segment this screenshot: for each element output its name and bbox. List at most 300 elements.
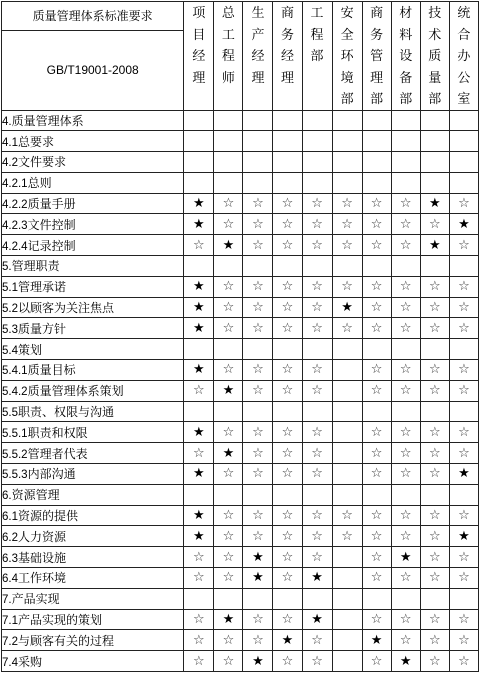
responsibility-mark: ☆ <box>214 193 243 214</box>
responsibility-mark: ★ <box>420 235 449 256</box>
responsibility-mark: ☆ <box>214 526 243 547</box>
clause-title: 资源的提供 <box>18 509 79 524</box>
responsibility-mark: ☆ <box>391 214 420 235</box>
responsibility-mark: ☆ <box>243 422 273 443</box>
responsibility-mark: ☆ <box>420 464 449 485</box>
responsibility-mark <box>243 172 273 193</box>
responsibility-mark: ☆ <box>273 651 302 672</box>
clause-row <box>2 110 479 131</box>
clause-title: 资源管理 <box>11 488 60 503</box>
responsibility-mark <box>391 131 420 152</box>
responsibility-mark <box>449 401 478 422</box>
clause-title: 质量管理体系策划 <box>27 384 124 399</box>
responsibility-mark <box>362 339 391 360</box>
responsibility-mark: ☆ <box>273 276 302 297</box>
department-header-char: 总 <box>221 5 235 20</box>
clause-row <box>2 318 479 339</box>
responsibility-mark: ★ <box>302 568 332 589</box>
department-header-char: 部 <box>370 91 384 106</box>
responsibility-mark <box>302 401 332 422</box>
department-header-char: 材 <box>399 5 413 20</box>
responsibility-mark <box>362 110 391 131</box>
responsibility-mark: ☆ <box>332 276 362 297</box>
responsibility-mark: ☆ <box>391 505 420 526</box>
responsibility-mark <box>449 110 478 131</box>
clause-number: 5.5.3 <box>2 469 28 482</box>
responsibility-mark <box>449 172 478 193</box>
responsibility-mark: ★ <box>214 609 243 630</box>
responsibility-mark <box>243 256 273 277</box>
clause-row <box>2 422 479 443</box>
clause-row <box>2 505 479 526</box>
responsibility-mark: ☆ <box>362 193 391 214</box>
department-header-char: 部 <box>310 48 324 63</box>
responsibility-mark <box>449 484 478 505</box>
clause-number: 5.5.2 <box>2 448 28 461</box>
responsibility-mark: ☆ <box>302 235 332 256</box>
clause-title: 管理者代表 <box>27 446 88 461</box>
responsibility-mark <box>362 131 391 152</box>
responsibility-mark <box>243 401 273 422</box>
clause-title: 总要求 <box>18 134 55 149</box>
responsibility-mark <box>332 256 362 277</box>
clause-label-cell <box>2 297 184 318</box>
responsibility-mark: ☆ <box>420 547 449 568</box>
clause-number: 5.5 <box>2 407 18 420</box>
responsibility-mark: ☆ <box>243 276 273 297</box>
responsibility-mark: ☆ <box>391 297 420 318</box>
clause-number: 6.1 <box>2 511 18 524</box>
responsibility-mark: ☆ <box>449 380 478 401</box>
clause-row <box>2 152 479 173</box>
responsibility-mark: ☆ <box>362 276 391 297</box>
clause-number: 5.4 <box>2 344 18 357</box>
clause-row <box>2 443 479 464</box>
responsibility-mark: ☆ <box>302 360 332 381</box>
responsibility-mark: ★ <box>449 214 478 235</box>
clause-row <box>2 297 479 318</box>
responsibility-mark: ★ <box>273 630 302 651</box>
clause-label-cell <box>2 235 184 256</box>
responsibility-mark: ☆ <box>391 630 420 651</box>
responsibility-mark: ☆ <box>214 360 243 381</box>
responsibility-mark <box>332 443 362 464</box>
responsibility-mark <box>184 172 214 193</box>
clause-number: 6.4 <box>2 573 18 586</box>
responsibility-mark: ☆ <box>273 235 302 256</box>
clause-label-cell <box>2 464 184 485</box>
clause-row <box>2 339 479 360</box>
responsibility-mark: ☆ <box>449 235 478 256</box>
clause-label-cell <box>2 152 184 173</box>
responsibility-mark: ★ <box>214 443 243 464</box>
clause-title: 质量手册 <box>27 197 76 212</box>
responsibility-mark: ☆ <box>449 297 478 318</box>
responsibility-mark: ★ <box>184 297 214 318</box>
clause-title: 管理承诺 <box>18 280 67 295</box>
responsibility-mark: ☆ <box>214 464 243 485</box>
responsibility-mark <box>420 484 449 505</box>
responsibility-mark <box>332 568 362 589</box>
clause-number: 6.3 <box>2 552 18 565</box>
responsibility-mark: ★ <box>391 547 420 568</box>
clause-label-cell <box>2 401 184 422</box>
responsibility-mark: ☆ <box>362 547 391 568</box>
department-header <box>302 2 332 111</box>
clause-row <box>2 235 479 256</box>
responsibility-mark: ☆ <box>362 568 391 589</box>
department-header <box>449 2 478 111</box>
department-header-char: 术 <box>428 26 442 42</box>
clause-number: 4.2 <box>2 157 18 170</box>
department-header-char: 商 <box>370 5 384 20</box>
responsibility-mark: ☆ <box>362 297 391 318</box>
clause-row <box>2 526 479 547</box>
clause-title: 产品实现 <box>11 592 60 607</box>
responsibility-mark: ☆ <box>449 651 478 672</box>
responsibility-mark <box>302 588 332 609</box>
responsibility-mark <box>362 401 391 422</box>
responsibility-mark <box>273 131 302 152</box>
responsibility-mark: ★ <box>214 235 243 256</box>
clause-row <box>2 276 479 297</box>
responsibility-mark: ☆ <box>243 193 273 214</box>
responsibility-mark: ☆ <box>184 651 214 672</box>
standard-code: GB/T19001-2008 <box>2 30 184 110</box>
responsibility-mark: ☆ <box>449 360 478 381</box>
responsibility-mark <box>391 256 420 277</box>
responsibility-mark: ★ <box>449 526 478 547</box>
clause-label-cell <box>2 172 184 193</box>
department-header-char: 务 <box>281 26 295 42</box>
department-header <box>391 2 420 111</box>
responsibility-mark: ☆ <box>302 297 332 318</box>
clause-number: 6.2 <box>2 531 18 544</box>
responsibility-mark <box>184 152 214 173</box>
responsibility-mark <box>302 131 332 152</box>
responsibility-mark: ☆ <box>302 630 332 651</box>
responsibility-mark: ☆ <box>332 526 362 547</box>
responsibility-mark: ☆ <box>332 505 362 526</box>
clause-label-cell <box>2 256 184 277</box>
department-header-char: 量 <box>428 69 442 85</box>
clause-title: 记录控制 <box>27 238 76 253</box>
department-header-char: 产 <box>251 26 265 42</box>
department-header-char: 工 <box>310 5 324 20</box>
responsibility-mark <box>184 131 214 152</box>
department-header-char: 目 <box>192 26 206 42</box>
responsibility-mark: ☆ <box>273 609 302 630</box>
clause-title: 策划 <box>18 342 43 357</box>
responsibility-mark: ☆ <box>449 547 478 568</box>
responsibility-mark: ☆ <box>184 235 214 256</box>
responsibility-mark <box>273 401 302 422</box>
responsibility-mark <box>332 360 362 381</box>
clause-row <box>2 401 479 422</box>
department-header-char: 安 <box>340 5 354 20</box>
department-header-char: 项 <box>192 5 206 20</box>
department-header-char: 经 <box>192 48 206 63</box>
responsibility-mark <box>362 152 391 173</box>
responsibility-mark <box>243 110 273 131</box>
clause-title: 工作环境 <box>18 571 67 586</box>
responsibility-mark <box>362 588 391 609</box>
responsibility-mark <box>332 630 362 651</box>
responsibility-mark: ☆ <box>273 568 302 589</box>
department-header-char: 生 <box>251 5 265 20</box>
responsibility-mark <box>420 256 449 277</box>
responsibility-mark <box>420 152 449 173</box>
responsibility-mark: ☆ <box>332 193 362 214</box>
department-header-char: 全 <box>340 26 354 42</box>
responsibility-mark: ☆ <box>362 360 391 381</box>
clause-label-cell <box>2 193 184 214</box>
responsibility-mark: ★ <box>184 318 214 339</box>
responsibility-mark: ☆ <box>273 547 302 568</box>
responsibility-mark: ☆ <box>243 318 273 339</box>
responsibility-mark <box>332 547 362 568</box>
clause-title: 与顾客有关的过程 <box>18 633 115 648</box>
responsibility-mark: ☆ <box>214 505 243 526</box>
responsibility-mark: ★ <box>184 464 214 485</box>
responsibility-mark: ☆ <box>214 568 243 589</box>
department-header <box>214 2 243 111</box>
responsibility-mark: ☆ <box>273 360 302 381</box>
responsibility-mark: ☆ <box>273 464 302 485</box>
clause-title: 文件要求 <box>18 155 67 170</box>
department-header-char: 技 <box>428 5 442 20</box>
responsibility-mark: ☆ <box>302 318 332 339</box>
clause-label-cell <box>2 630 184 651</box>
responsibility-mark: ☆ <box>362 380 391 401</box>
responsibility-mark: ☆ <box>214 297 243 318</box>
responsibility-mark: ☆ <box>214 422 243 443</box>
responsibility-mark <box>273 172 302 193</box>
responsibility-mark <box>214 484 243 505</box>
department-header-char: 理 <box>192 69 206 85</box>
responsibility-mark <box>449 152 478 173</box>
responsibility-mark <box>332 422 362 443</box>
responsibility-mark <box>332 172 362 193</box>
responsibility-mark: ☆ <box>420 630 449 651</box>
clause-number: 4.2.1 <box>2 178 28 191</box>
responsibility-mark: ★ <box>214 380 243 401</box>
clause-row <box>2 568 479 589</box>
department-header-char: 料 <box>399 26 413 42</box>
clause-title: 管理职责 <box>11 259 60 274</box>
responsibility-mark: ☆ <box>184 443 214 464</box>
responsibility-mark <box>273 110 302 131</box>
clause-row <box>2 484 479 505</box>
responsibility-mark <box>214 401 243 422</box>
department-header-char: 境 <box>340 69 354 85</box>
responsibility-mark <box>362 256 391 277</box>
responsibility-mark: ☆ <box>302 276 332 297</box>
responsibility-mark <box>273 152 302 173</box>
department-header-char: 合 <box>457 26 471 42</box>
responsibility-mark <box>302 110 332 131</box>
clause-row <box>2 360 479 381</box>
responsibility-mark <box>302 339 332 360</box>
responsibility-mark: ☆ <box>362 464 391 485</box>
clause-row <box>2 131 479 152</box>
responsibility-mark <box>391 110 420 131</box>
responsibility-mark <box>449 256 478 277</box>
responsibility-mark: ☆ <box>391 318 420 339</box>
responsibility-mark <box>214 152 243 173</box>
clause-row <box>2 588 479 609</box>
responsibility-mark: ☆ <box>420 422 449 443</box>
responsibility-mark <box>243 484 273 505</box>
responsibility-mark: ☆ <box>362 651 391 672</box>
responsibility-mark: ★ <box>243 547 273 568</box>
responsibility-mark: ☆ <box>420 651 449 672</box>
responsibility-mark: ☆ <box>243 526 273 547</box>
responsibility-mark: ☆ <box>302 547 332 568</box>
responsibility-mark <box>184 256 214 277</box>
responsibility-mark: ☆ <box>184 630 214 651</box>
responsibility-mark: ☆ <box>332 235 362 256</box>
responsibility-mark: ☆ <box>302 193 332 214</box>
clause-label-cell <box>2 443 184 464</box>
responsibility-mark <box>420 110 449 131</box>
responsibility-mark <box>391 152 420 173</box>
responsibility-mark <box>391 484 420 505</box>
responsibility-mark <box>302 484 332 505</box>
responsibility-mark: ☆ <box>362 214 391 235</box>
responsibility-mark: ★ <box>184 526 214 547</box>
department-header-char: 师 <box>221 69 235 85</box>
clause-title: 职责和权限 <box>27 425 88 440</box>
department-header-char: 部 <box>340 91 354 106</box>
clause-rows <box>2 110 479 672</box>
responsibility-mark: ☆ <box>273 214 302 235</box>
clause-title: 文件控制 <box>27 217 76 232</box>
department-header <box>362 2 391 111</box>
clause-number: 4.1 <box>2 136 18 149</box>
clause-row <box>2 609 479 630</box>
responsibility-mark <box>273 484 302 505</box>
clause-number: 4.2.2 <box>2 199 28 212</box>
clause-number: 7.1 <box>2 615 18 628</box>
responsibility-mark: ☆ <box>184 547 214 568</box>
responsibility-mark <box>391 339 420 360</box>
clause-number: 5.2 <box>2 303 18 316</box>
clause-label-cell <box>2 651 184 672</box>
responsibility-mark: ☆ <box>420 380 449 401</box>
responsibility-mark: ☆ <box>302 464 332 485</box>
department-header-char: 备 <box>399 69 413 85</box>
responsibility-mark: ☆ <box>420 568 449 589</box>
responsibility-mark: ★ <box>184 505 214 526</box>
responsibility-mark <box>420 401 449 422</box>
responsibility-matrix <box>1 1 479 672</box>
responsibility-mark: ☆ <box>420 360 449 381</box>
responsibility-mark <box>449 131 478 152</box>
responsibility-mark: ★ <box>184 193 214 214</box>
responsibility-mark: ☆ <box>243 505 273 526</box>
clause-number: 4. <box>2 115 12 128</box>
responsibility-mark: ☆ <box>332 318 362 339</box>
responsibility-mark: ☆ <box>184 380 214 401</box>
responsibility-mark: ☆ <box>243 214 273 235</box>
responsibility-mark: ☆ <box>273 443 302 464</box>
department-header-char: 理 <box>281 69 295 85</box>
responsibility-mark: ☆ <box>391 193 420 214</box>
responsibility-mark <box>362 484 391 505</box>
department-header <box>420 2 449 111</box>
responsibility-mark <box>420 588 449 609</box>
responsibility-mark: ☆ <box>449 318 478 339</box>
responsibility-mark <box>391 588 420 609</box>
clause-row <box>2 172 479 193</box>
responsibility-mark <box>332 588 362 609</box>
department-header-char: 商 <box>281 5 295 20</box>
responsibility-mark: ★ <box>184 214 214 235</box>
department-header <box>243 2 273 111</box>
responsibility-mark: ☆ <box>391 422 420 443</box>
responsibility-mark: ☆ <box>449 193 478 214</box>
responsibility-mark <box>449 588 478 609</box>
clause-row <box>2 193 479 214</box>
department-header <box>332 2 362 111</box>
responsibility-mark <box>243 588 273 609</box>
responsibility-mark: ★ <box>243 651 273 672</box>
responsibility-mark <box>214 172 243 193</box>
responsibility-mark: ★ <box>302 609 332 630</box>
responsibility-mark <box>420 339 449 360</box>
clause-label-cell <box>2 276 184 297</box>
responsibility-mark <box>184 339 214 360</box>
responsibility-mark <box>302 172 332 193</box>
responsibility-mark: ☆ <box>302 422 332 443</box>
clause-title: 以顾客为关注焦点 <box>18 301 115 316</box>
clause-number: 7.4 <box>2 656 18 669</box>
responsibility-mark: ☆ <box>302 443 332 464</box>
responsibility-mark <box>332 110 362 131</box>
responsibility-mark <box>184 401 214 422</box>
responsibility-mark <box>214 110 243 131</box>
responsibility-mark <box>214 256 243 277</box>
responsibility-mark: ☆ <box>243 630 273 651</box>
responsibility-mark: ☆ <box>273 380 302 401</box>
department-header-char: 理 <box>370 69 384 85</box>
responsibility-mark: ☆ <box>391 568 420 589</box>
clause-label-cell <box>2 214 184 235</box>
responsibility-mark: ☆ <box>420 609 449 630</box>
department-header-char: 公 <box>457 69 471 85</box>
responsibility-mark <box>273 256 302 277</box>
responsibility-mark: ☆ <box>420 214 449 235</box>
responsibility-mark <box>332 609 362 630</box>
responsibility-mark: ☆ <box>391 443 420 464</box>
clause-title: 职责、权限与沟通 <box>18 405 115 420</box>
responsibility-mark <box>332 380 362 401</box>
department-header-char: 程 <box>221 48 235 63</box>
responsibility-mark: ☆ <box>449 568 478 589</box>
clause-number: 5.1 <box>2 282 18 295</box>
responsibility-mark <box>332 651 362 672</box>
responsibility-mark: ☆ <box>273 318 302 339</box>
department-header-char: 质 <box>428 48 442 63</box>
clause-label-cell <box>2 484 184 505</box>
clause-label-cell <box>2 339 184 360</box>
responsibility-mark <box>243 152 273 173</box>
responsibility-mark: ☆ <box>273 297 302 318</box>
responsibility-mark: ☆ <box>243 464 273 485</box>
responsibility-mark: ★ <box>184 422 214 443</box>
department-header-char: 办 <box>457 48 471 63</box>
